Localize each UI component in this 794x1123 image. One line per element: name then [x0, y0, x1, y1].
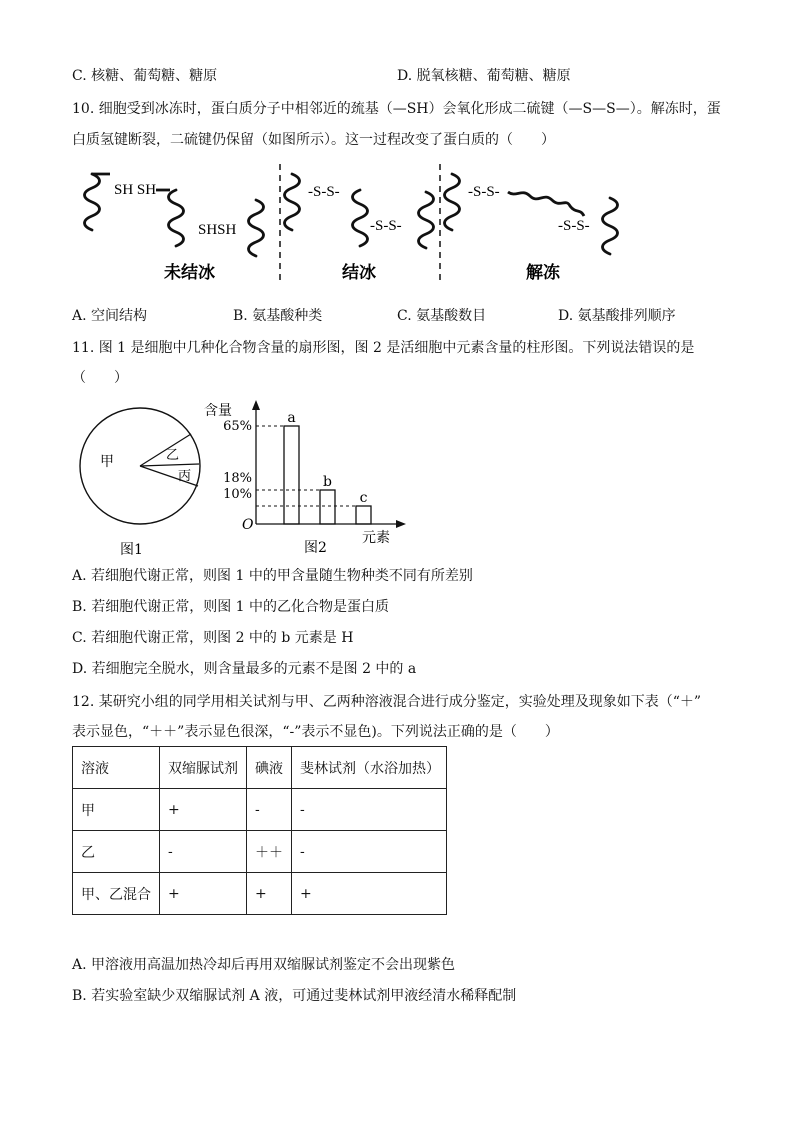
table-cell: - — [292, 831, 447, 873]
table-cell: + — [160, 789, 247, 831]
pie-label-bing: 丙 — [178, 469, 192, 484]
table-cell: + — [247, 873, 292, 915]
table-cell: + — [160, 873, 247, 915]
q12-stem-line2: 表示显色，“＋＋”表示显色很深，“-”表示不显色)。下列说法正确的是（ ） — [72, 724, 559, 740]
q11-fig1 — [74, 404, 214, 560]
bar-c — [356, 506, 371, 524]
table-header-cell: 碘液 — [247, 747, 292, 789]
protein-chain-6 — [419, 192, 434, 248]
caption-frozen: 结冰 — [342, 263, 376, 283]
protein-chain-2 — [169, 190, 184, 246]
table-header-row — [73, 747, 447, 789]
table-row — [73, 873, 447, 915]
table-cell: 甲 — [73, 789, 160, 831]
q11-stem-line2: （ ） — [72, 370, 128, 386]
caption-unfrozen: 未结冰 — [164, 263, 215, 283]
fig2-xlabel: 元素 — [362, 530, 390, 546]
q10-stem-line2: 白质氢键断裂，二硫键仍保留（如图所示）。这一过程改变了蛋白质的（ ） — [72, 132, 555, 148]
protein-chain-4 — [285, 174, 300, 230]
protein-chain-3 — [249, 200, 264, 256]
table-row — [73, 789, 447, 831]
table-cell: - — [160, 831, 247, 873]
fig2-caption: 图2 — [304, 540, 327, 556]
q9-option-c: C. 核糖、葡萄糖、糖原 — [72, 68, 218, 84]
table-cell: 乙 — [73, 831, 160, 873]
sh-pair-label: SH SH — [114, 182, 157, 198]
q11-option-d: D. 若细胞完全脱水，则含量最多的元素不是图 2 中的 a — [72, 661, 417, 677]
q10-option-b: B. 氨基酸种类 — [233, 308, 323, 324]
shsh-label: SHSH — [198, 222, 237, 238]
q11-option-c: C. 若细胞代谢正常，则图 2 中的 b 元素是 H — [72, 630, 354, 646]
unfolded-chain — [508, 192, 584, 216]
q10-option-a: A. 空间结构 — [72, 308, 148, 324]
bar-label-b: b — [323, 474, 332, 490]
bar-label-c: c — [359, 490, 368, 506]
y-tick-label: 18% — [223, 471, 252, 486]
fig1-caption: 图1 — [120, 542, 143, 558]
table-row — [73, 831, 447, 873]
q11-fig2 — [200, 398, 420, 558]
q10-option-c: C. 氨基酸数目 — [397, 308, 487, 324]
table-cell: ＋＋ — [247, 831, 292, 873]
q12-table — [72, 746, 447, 915]
bar-label-a: a — [287, 410, 296, 426]
pie-label-yi: 乙 — [166, 448, 180, 463]
fig2-ylabel: 含量 — [204, 403, 232, 419]
q12-option-b: B. 若实验室缺少双缩脲试剂 A 液，可通过斐林试剂甲液经清水稀释配制 — [72, 988, 517, 1004]
table-cell: - — [247, 789, 292, 831]
table-header-cell: 溶液 — [73, 747, 160, 789]
ss-label-2: -S-S- — [370, 218, 402, 234]
bar-b — [320, 490, 335, 524]
protein-chain-5 — [353, 190, 368, 246]
q9-option-d: D. 脱氧核糖、葡萄糖、糖原 — [397, 68, 571, 84]
q12-option-a: A. 甲溶液用高温加热冷却后再用双缩脲试剂鉴定不会出现紫色 — [72, 957, 456, 973]
q12-stem-line1: 12. 某研究小组的同学用相关试剂与甲、乙两种溶液混合进行成分鉴定，实验处理及现象如下表（“＋” — [72, 694, 702, 710]
table-cell: 甲、乙混合 — [73, 873, 160, 915]
fig2-origin: O — [242, 517, 254, 533]
q11-stem-line1: 11. 图 1 是细胞中几种化合物含量的扇形图，图 2 是活细胞中元素含量的柱形图。下列说法错误的是 — [72, 340, 695, 356]
table-header-cell: 双缩脲试剂 — [160, 747, 247, 789]
fig2-y-arrow — [252, 400, 260, 410]
q10-stem-line1: 10. 细胞受到冰冻时，蛋白质分子中相邻近的巯基（—SH）会氧化形成二硫键（—S—S—）。解冻时，蛋 — [72, 101, 721, 117]
ss-label-1: -S-S- — [308, 184, 340, 200]
pie-divider-2 — [140, 464, 199, 466]
caption-thawed: 解冻 — [526, 263, 560, 283]
table-cell: - — [292, 789, 447, 831]
bar-a — [284, 426, 299, 524]
table-cell: + — [292, 873, 447, 915]
y-tick-label: 10% — [223, 487, 252, 502]
pie-label-jia: 甲 — [100, 454, 114, 470]
ss-label-3: -S-S- — [468, 184, 500, 200]
fig2-x-arrow — [396, 520, 406, 528]
table-header-cell: 斐林试剂（水浴加热） — [292, 747, 447, 789]
protein-chain-8 — [603, 198, 618, 254]
y-tick-label: 65% — [223, 419, 252, 434]
q11-option-a: A. 若细胞代谢正常，则图 1 中的甲含量随生物种类不同有所差别 — [72, 568, 473, 584]
protein-chain-7 — [445, 174, 460, 230]
ss-label-4: -S-S- — [558, 218, 590, 234]
q11-option-b: B. 若细胞代谢正常，则图 1 中的乙化合物是蛋白质 — [72, 599, 389, 615]
q10-option-d: D. 氨基酸排列顺序 — [558, 308, 676, 324]
q10-figure — [70, 160, 650, 288]
protein-chain-1 — [85, 174, 100, 230]
